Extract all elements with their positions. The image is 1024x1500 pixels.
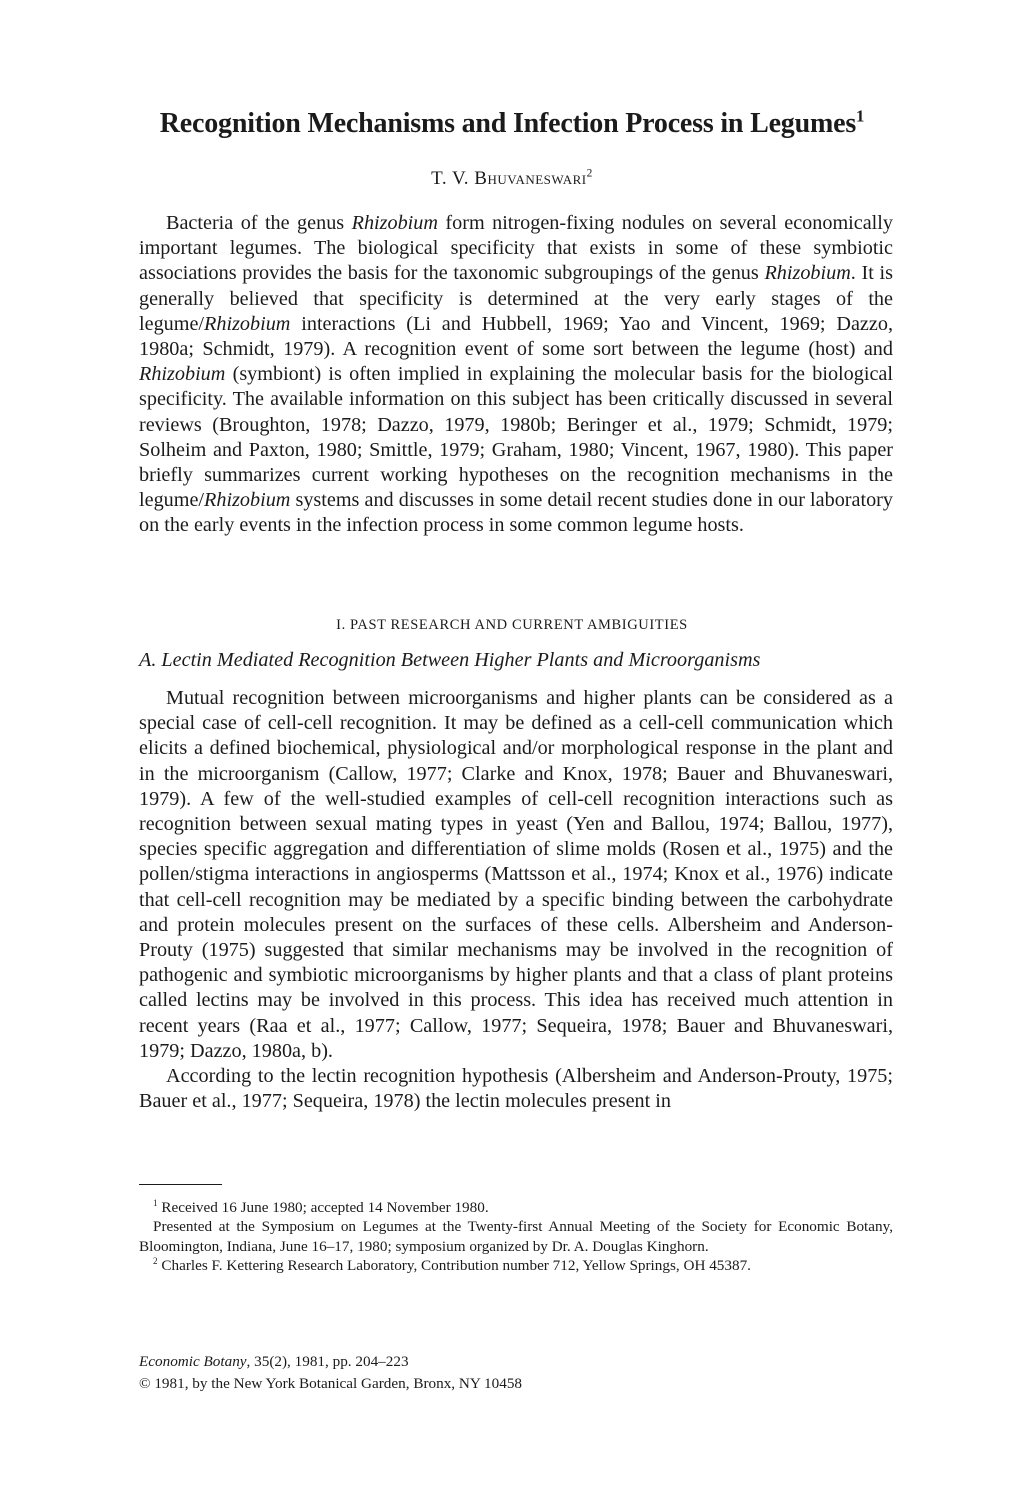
genus-name: Rhizobium (139, 363, 226, 386)
intro-text-segment: form nitrogen-fixing nodules on several economically important legumes. The biological specificity that exists in some of these symbiotic associations provides the basis for the taxonomic subgroupings of the genus (139, 212, 893, 285)
footnote-rule (139, 1184, 222, 1185)
footnote-2-mark: 2 (153, 1255, 158, 1266)
author-footnote-mark: 2 (586, 167, 593, 180)
intro-paragraph-text (139, 211, 893, 539)
section-heading: I. PAST RESEARCH AND CURRENT AMBIGUITIES (336, 617, 688, 633)
intro-text-segment: . It is generally believed that specificity is determined at the very early stages of the legume/ (139, 262, 894, 335)
journal-citation (139, 1351, 522, 1373)
section-body (139, 686, 893, 1114)
author-name (0, 168, 1024, 190)
footnotes (139, 1198, 893, 1275)
genus-name: Rhizobium (204, 312, 291, 335)
journal-info (139, 1351, 522, 1395)
footnote-1-continuation: Presented at the Symposium on Legumes at the Twenty-first Annual Meeting of the Society for Economic Botany, Bloomington, Indiana, June 16–17, 1980; symposium organized by Dr. A. Douglas Kinghorn. (139, 1218, 893, 1255)
genus-name: Rhizobium (204, 489, 291, 512)
body-paragraph-1: Mutual recognition between microorganisms and higher plants can be considered as a special case of cell-cell recognition. It may be defined as a cell-cell communication which elicits a defined biochemical, physiological and/or morphological response in the plant and in the microorganism (Callow, 1977; Clarke and Knox, 1978; Bauer and Bhuvaneswari, 1979). A few of the well-studied examples of cell-cell recognition interactions such as recognition between sexual mating types in yeast (Yen and Ballou, 1974; Ballou, 1977), species specific aggregation and differentiation of slime molds (Rosen et al., 1975) and the pollen/stigma interactions in angiosperms (Mattsson et al., 1974; Knox et al., 1976) indicate that cell-cell recognition may be mediated by a specific binding between the carbohydrate and protein molecules present on the surfaces of these cells. Albersheim and Anderson-Prouty (1975) suggested that similar mechanisms may be involved in the recognition of pathogenic and symbiotic microorganisms by higher plants and that a class of plant proteins called lectins may be involved in this process. This idea has received much attention in recent years (Raa et al., 1977; Callow, 1977; Sequeira, 1978; Bauer and Bhuvaneswari, 1979; Dazzo, 1980a, b). (139, 687, 893, 1062)
journal-issue: , 35(2), 1981, pp. 204–223 (246, 1353, 409, 1370)
intro-text-segment: Bacteria of the genus (166, 212, 352, 234)
intro-text-segment: systems and discusses in some detail recent studies done in our laboratory on the early events in the infection process in some common legume hosts. (139, 489, 893, 537)
journal-name: Economic Botany (139, 1353, 247, 1370)
footnote-1-text: Received 16 June 1980; accepted 14 November 1980. (161, 1199, 489, 1216)
footnote-1 (139, 1198, 893, 1217)
footnote-2-text: Charles F. Kettering Research Laboratory, Contribution number 712, Yellow Springs, OH 45387. (161, 1256, 751, 1274)
footnote-2 (139, 1256, 893, 1275)
subsection-heading: A. Lectin Mediated Recognition Between Higher Plants and Microorganisms (139, 649, 761, 671)
genus-name: Rhizobium (351, 212, 438, 234)
article-title (0, 108, 1024, 140)
genus-name: Rhizobium (764, 262, 851, 285)
intro-text-segment: (symbiont) is often implied in explaining the molecular basis for the biological specificity. The available information on this subject has been critically discussed in several reviews (Broughton, 1978; Dazzo, 1979, 1980b; Beringer et al., 1979; Schmidt, 1979; Solheim and Paxton, 1980; Smittle, 1979; Graham, 1980; Vincent, 1967, 1980). This paper briefly summarizes current working hypotheses on the recognition mechanisms in the legume/ (139, 363, 893, 512)
author-name-text: T. V. Bhuvaneswari (431, 168, 587, 189)
intro-paragraph (139, 211, 893, 539)
intro-text-segment: interactions (Li and Hubbell, 1969; Yao and Vincent, 1969; Dazzo, 1980a; Schmidt, 1979). A recognition event of some sort between the legume (host) and (139, 312, 893, 361)
body-paragraph-2: According to the lectin recognition hypothesis (Albersheim and Anderson-Prouty, 1975; Bauer et al., 1977; Sequeira, 1978) the lectin molecules present in (139, 1065, 893, 1113)
title-footnote-mark: 1 (856, 106, 865, 126)
copyright-line: © 1981, by the New York Botanical Garden, Bronx, NY 10458 (139, 1375, 523, 1392)
footnote-1-mark: 1 (153, 1197, 158, 1208)
article-title-text: Recognition Mechanisms and Infection Process in Legumes (159, 108, 857, 139)
